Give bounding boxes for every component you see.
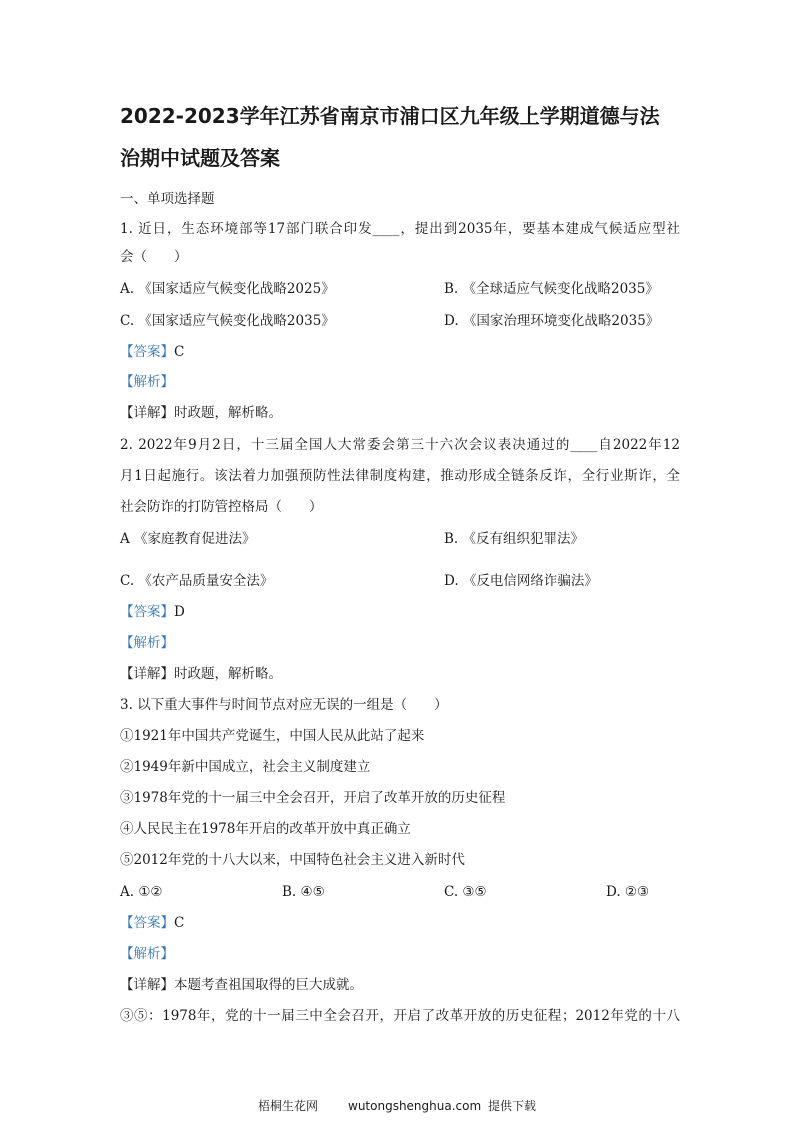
q3-statement-2: ②1949年新中国成立，社会主义制度建立 (120, 759, 371, 775)
answer-tag: 【答案】 (120, 344, 174, 360)
detail-tag: 【详解】 (120, 977, 174, 993)
q3-answer (120, 913, 680, 933)
q2-stem-line-1: 2. 2022年9月2日，十三届全国人大常委会第三十六次会议表决通过的____自2022年12 (120, 437, 680, 453)
q3-statement-5: ⑤2012年党的十八大以来，中国特色社会主义进入新时代 (120, 852, 465, 868)
footer-site-name: 梧桐生花网 (258, 1099, 319, 1113)
analysis-tag: 【解析】 (120, 635, 174, 651)
q3-option-b: B. ④⑤ (282, 884, 325, 900)
q3-detail (120, 975, 680, 995)
q2-detail (120, 664, 680, 684)
section-heading: 一、单项选择题 (120, 191, 215, 207)
analysis-tag: 【解析】 (120, 946, 174, 962)
q3-option-a: A. ①② (120, 884, 163, 900)
q1-answer (120, 342, 680, 362)
q1-stem-line-1: 1. 近日，生态环境部等17部门联合印发____，提出到2035年，要基本建成气候适应型社 (120, 221, 680, 237)
q1-detail (120, 403, 680, 423)
detail-text: 时政题，解析略。 (174, 405, 282, 421)
q1-analysis (120, 372, 680, 392)
q2-option-b: B. 《反有组织犯罪法》 (444, 531, 585, 547)
answer-tag: 【答案】 (120, 604, 174, 620)
q1-stem-line-2: 会（ ） (120, 249, 188, 265)
answer-tag: 【答案】 (120, 915, 174, 931)
document-title-line-2: 治期中试题及答案 (120, 146, 280, 170)
q2-option-c: C. 《农产品质量安全法》 (120, 573, 274, 589)
document-title-line-1: 2022-2023学年江苏省南京市浦口区九年级上学期道德与法 (120, 104, 660, 128)
q1-option-d: D. 《国家治理环境变化战略2035》 (444, 313, 660, 329)
answer-value: C (174, 915, 185, 931)
q2-answer (120, 602, 680, 622)
answer-value: D (174, 604, 185, 620)
q2-stem-line-2: 月1日起施行。该法着力加强预防性法律制度构建，推动形成全链条反诈，全行业斯诈，全 (120, 468, 680, 484)
q3-statement-3: ③1978年党的十一届三中全会召开，开启了改革开放的历史征程 (120, 790, 506, 806)
q3-statement-1: ①1921年中国共产党诞生，中国人民从此站了起来 (120, 728, 425, 744)
q3-statement-4: ④人民民主在1978年开启的改革开放中真正确立 (120, 821, 411, 837)
detail-tag: 【详解】 (120, 666, 174, 682)
detail-text: 时政题，解析略。 (174, 666, 282, 682)
q3-option-d: D. ②③ (606, 884, 650, 900)
footer-download-text: 提供下载 (488, 1099, 537, 1113)
analysis-tag: 【解析】 (120, 374, 174, 390)
detail-tag: 【详解】 (120, 405, 174, 421)
q3-stem: 3. 以下重大事件与时间节点对应无误的一组是（ ） (120, 697, 448, 713)
q2-option-a: A 《家庭教育促进法》 (120, 531, 256, 547)
answer-value: C (174, 344, 185, 360)
q3-option-c: C. ③⑤ (444, 884, 487, 900)
q2-analysis (120, 633, 680, 653)
q1-option-c: C. 《国家适应气候变化战略2035》 (120, 313, 335, 329)
detail-text: 本题考查祖国取得的巨大成就。 (174, 977, 363, 993)
q2-option-d: D. 《反电信网络诈骗法》 (444, 573, 598, 589)
q2-stem-line-3: 社会防诈的打防管控格局（ ） (120, 499, 323, 515)
footer-site-url[interactable]: wutongshenghua.com (348, 1099, 482, 1113)
q3-analysis (120, 944, 680, 964)
q1-option-a: A. 《国家适应气候变化战略2025》 (120, 281, 335, 297)
q3-explanation: ③⑤：1978年，党的十一届三中全会召开，开启了改革开放的历史征程；2012年党的十八 (120, 1008, 680, 1024)
q1-option-b: B. 《全球适应气候变化战略2035》 (444, 281, 659, 297)
